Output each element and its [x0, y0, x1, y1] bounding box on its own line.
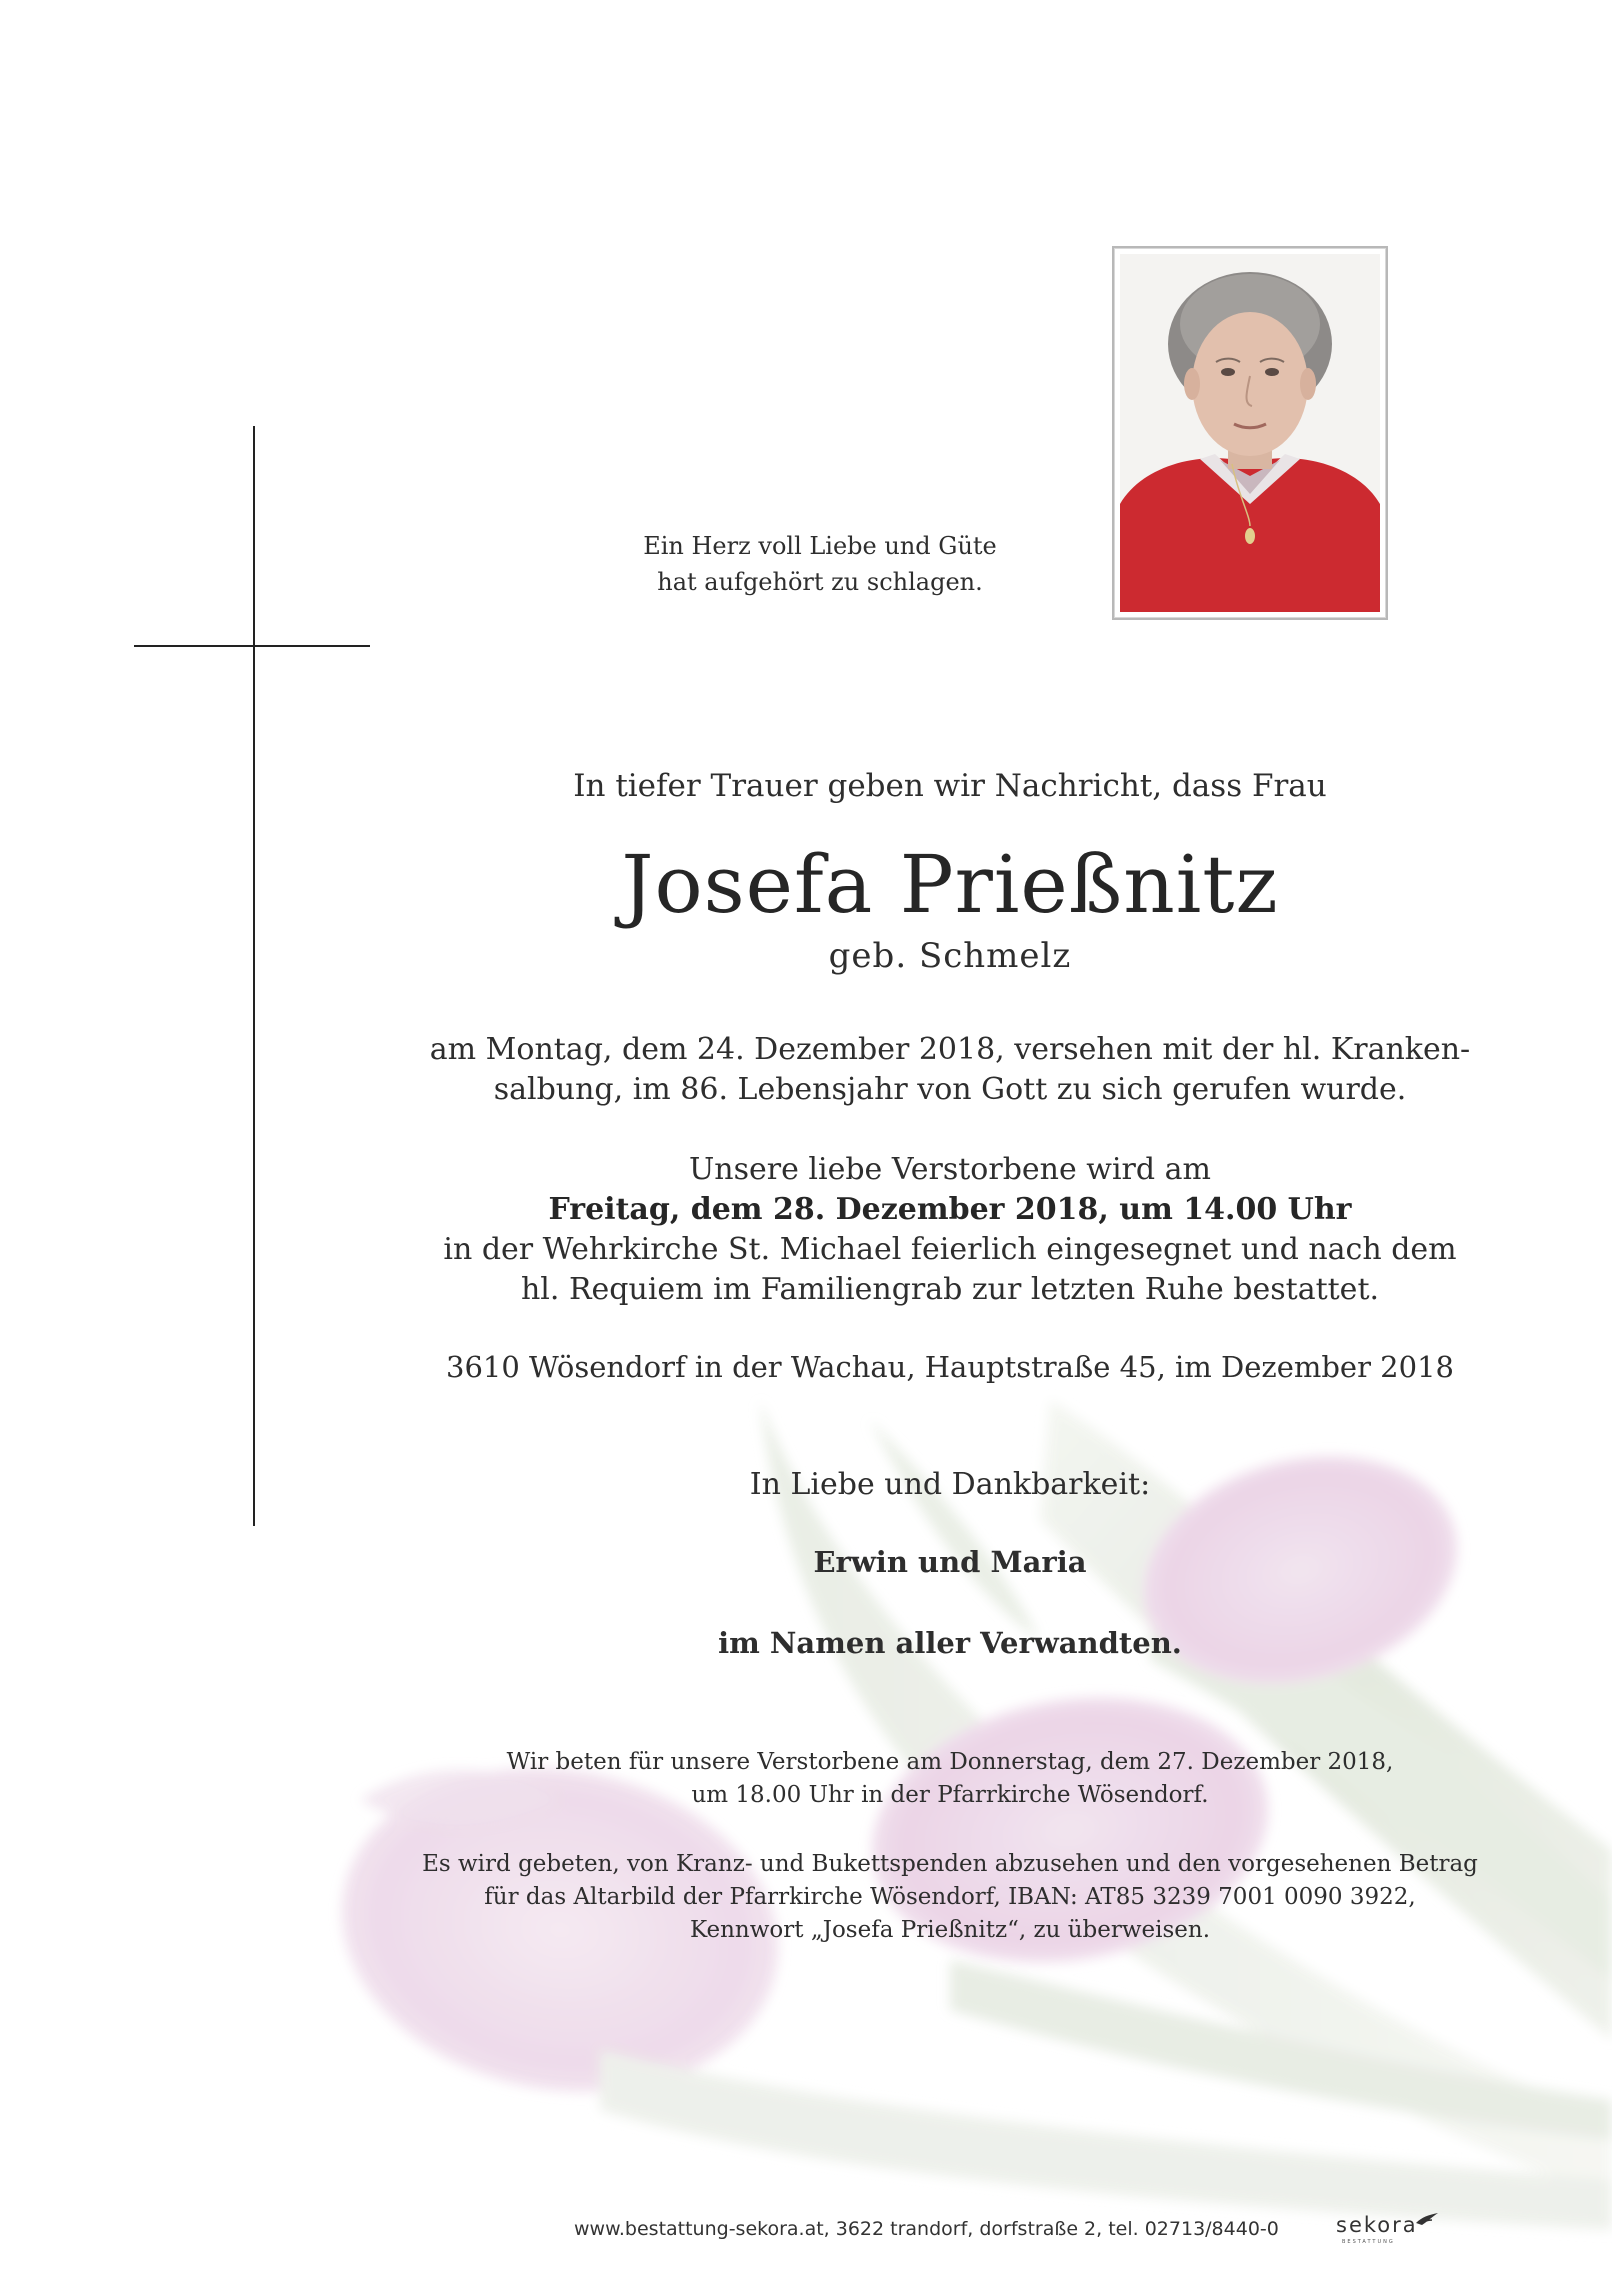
- mourner-names: Erwin und Maria: [813, 1545, 1087, 1579]
- announcement-intro: In tiefer Trauer geben wir Nachricht, dass Frau: [573, 768, 1327, 804]
- donation-line-3: Kennwort „Josefa Prießnitz“, zu überweisen.: [689, 1917, 1211, 1943]
- death-paragraph: [400, 1030, 1500, 1110]
- motto-line-2: hat aufgehört zu schlagen.: [657, 568, 983, 596]
- prayer-line-2: um 18.00 Uhr in der Pfarrkirche Wösendorf.: [691, 1782, 1209, 1808]
- sekora-logo: [1336, 2209, 1446, 2249]
- funeral-line-4: hl. Requiem im Familiengrab zur letzten Ruhe bestattet.: [520, 1272, 1380, 1307]
- cross-vertical-bar: [253, 426, 255, 1526]
- donation-notice: [400, 1848, 1500, 1947]
- death-line-1: am Montag, dem 24. Dezember 2018, versehen mit der hl. Kranken-: [429, 1032, 1471, 1067]
- prayer-notice: [400, 1746, 1500, 1812]
- death-line-2: salbung, im 86. Lebensjahr von Gott zu sich gerufen wurde.: [493, 1072, 1407, 1107]
- cross-horizontal-bar: [134, 645, 370, 647]
- funeral-date: Freitag, dem 28. Dezember 2018, um 14.00 Uhr: [548, 1192, 1352, 1227]
- prayer-line-1: Wir beten für unsere Verstorbene am Donnerstag, dem 27. Dezember 2018,: [506, 1749, 1394, 1775]
- place-and-date: 3610 Wösendorf in der Wachau, Hauptstraße 45, im Dezember 2018: [446, 1350, 1454, 1384]
- logo-subtitle: BESTATTUNG: [1342, 2239, 1395, 2245]
- portrait-photo: [1120, 254, 1380, 612]
- motto-line-1: Ein Herz voll Liebe und Güte: [643, 532, 997, 560]
- footer-contact: www.bestattung-sekora.at, 3622 trandorf, dorfstraße 2, tel. 02713/8440-0: [574, 2218, 1279, 2240]
- deceased-name: Josefa Prießnitz: [621, 838, 1279, 931]
- bird-icon: [1414, 2211, 1440, 2227]
- on-behalf-line: im Namen aller Verwandten.: [718, 1626, 1182, 1660]
- donation-line-2: für das Altarbild der Pfarrkirche Wösendorf, IBAN: AT85 3239 7001 0090 3922,: [484, 1884, 1416, 1910]
- funeral-paragraph: [400, 1150, 1500, 1310]
- thanks-line: In Liebe und Dankbarkeit:: [749, 1467, 1151, 1502]
- funeral-line-1: Unsere liebe Verstorbene wird am: [689, 1152, 1211, 1187]
- portrait-frame: [1112, 246, 1388, 620]
- logo-wordmark: sekora: [1336, 2213, 1418, 2237]
- donation-line-1: Es wird gebeten, von Kranz- und Bukettspenden abzusehen und den vorgesehenen Betrag: [422, 1851, 1478, 1877]
- birth-name: geb. Schmelz: [828, 936, 1072, 976]
- funeral-line-3: in der Wehrkirche St. Michael feierlich eingesegnet und nach dem: [443, 1232, 1457, 1267]
- motto: [560, 528, 1080, 600]
